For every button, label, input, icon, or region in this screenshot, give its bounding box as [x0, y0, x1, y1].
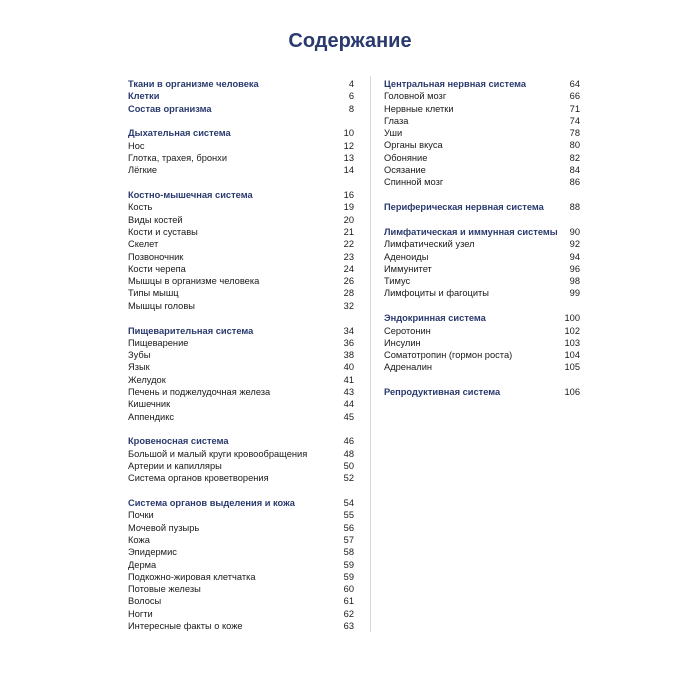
toc-page-number: 63 [343, 621, 354, 632]
toc-entry-label: Иммунитет [384, 263, 432, 274]
toc-page-number: 80 [569, 140, 580, 151]
toc-entry[interactable] [128, 411, 354, 423]
toc-page-number: 98 [569, 276, 580, 287]
toc-entry-label: Органы вкуса [384, 140, 443, 151]
toc-entry-label: Глаза [384, 115, 409, 126]
toc-entry[interactable] [384, 349, 580, 361]
toc-entry-label: Эндокринная система [384, 313, 486, 324]
toc-page-number: 62 [343, 608, 354, 619]
toc-section [384, 78, 580, 189]
toc-entry-label: Соматотропин (гормон роста) [384, 350, 513, 361]
toc-page-number: 23 [343, 251, 354, 262]
toc-section-heading[interactable] [128, 497, 354, 509]
toc-entry[interactable] [384, 115, 580, 127]
toc-page-number: 28 [343, 288, 354, 299]
toc-entry-label: Тимус [384, 276, 411, 287]
toc-entry-label: Лёгкие [128, 165, 158, 176]
toc-entry-label: Головной мозг [384, 91, 447, 102]
toc-entry-label: Обоняние [384, 152, 428, 163]
toc-entry-label: Центральная нервная система [384, 79, 527, 89]
toc-entry[interactable] [128, 374, 354, 386]
toc-entry[interactable] [128, 275, 354, 287]
page-title: Содержание [288, 30, 412, 52]
toc-page-number: 16 [343, 190, 354, 201]
toc-entry-label: Мышцы головы [128, 300, 195, 311]
toc-entry-label: Адреналин [384, 362, 433, 373]
toc-section [384, 386, 580, 398]
toc-entry[interactable] [384, 275, 580, 287]
toc-entry-label: Лимфоциты и фагоциты [384, 288, 489, 299]
toc-entry[interactable] [128, 583, 354, 595]
toc-page-number: 58 [343, 547, 354, 558]
toc-page-number: 82 [569, 152, 580, 163]
toc-entry-label: Пищеварение [128, 337, 189, 348]
toc-entry[interactable] [384, 164, 580, 176]
toc-section-heading[interactable] [384, 78, 580, 90]
column-divider [370, 76, 371, 632]
toc-page-number: 74 [569, 115, 580, 126]
toc-page-number: 21 [343, 226, 354, 237]
toc-page-number: 8 [348, 103, 354, 114]
toc-entry-label: Лимфатический узел [384, 239, 475, 250]
toc-entry-label: Кровеносная система [128, 436, 229, 447]
toc-entry[interactable] [384, 287, 580, 299]
toc-entry[interactable] [128, 251, 354, 263]
toc-entry-label: Глотка, трахея, бронхи [128, 152, 228, 163]
toc-section [128, 127, 354, 176]
toc-page-number: 66 [569, 91, 580, 102]
toc-left-column [128, 78, 354, 645]
toc-page-number: 56 [343, 522, 354, 533]
toc-entry[interactable] [128, 214, 354, 226]
toc-entry-label: Большой и малый круги кровообращения [128, 448, 308, 459]
toc-page-number: 48 [343, 448, 354, 459]
toc-entry-label: Кости и суставы [128, 226, 198, 237]
toc-entry[interactable] [384, 176, 580, 188]
toc-page-number: 44 [343, 399, 354, 410]
toc-entry[interactable] [128, 201, 354, 213]
toc-section-heading[interactable] [384, 312, 580, 324]
toc-page-number: 38 [343, 350, 354, 361]
toc-entry[interactable] [128, 546, 354, 558]
toc-entry[interactable] [128, 152, 354, 164]
toc-entry-label: Виды костей [128, 214, 183, 225]
toc-page-number: 24 [343, 263, 354, 274]
toc-entry-label: Клетки [128, 91, 160, 102]
toc-page-number: 104 [564, 350, 580, 361]
toc-page-number: 12 [343, 140, 354, 151]
toc-entry-label: Мышцы в организме человека [128, 276, 260, 287]
toc-entry[interactable] [384, 238, 580, 250]
toc-entry[interactable] [128, 595, 354, 607]
toc-section [128, 325, 354, 423]
toc-entry[interactable] [384, 263, 580, 275]
toc-page-number: 46 [343, 436, 354, 447]
toc-entry-label: Состав организма [128, 103, 212, 114]
toc-section [128, 189, 354, 312]
toc-entry[interactable] [128, 361, 354, 373]
toc-entry-label: Дыхательная система [128, 128, 231, 139]
toc-entry-label: Дерма [128, 559, 157, 570]
toc-entry-label: Желудок [128, 374, 166, 385]
toc-entry-label: Спинной мозг [384, 177, 444, 188]
toc-page-number: 106 [564, 387, 580, 398]
toc-page-number: 64 [569, 79, 580, 89]
toc-entry-label: Волосы [128, 596, 162, 607]
toc-entry-label: Кость [128, 202, 153, 213]
toc-entry-label: Язык [128, 362, 150, 373]
toc-page-number: 32 [343, 300, 354, 311]
toc-page-number: 71 [569, 103, 580, 114]
toc-entry[interactable] [128, 337, 354, 349]
toc-entry-label: Почки [128, 510, 154, 521]
toc-page-number: 34 [343, 325, 354, 336]
toc-entry[interactable] [128, 571, 354, 583]
toc-entry-label: Интересные факты о коже [128, 621, 243, 632]
toc-entry[interactable] [384, 103, 580, 115]
toc-page-number: 26 [343, 276, 354, 287]
toc-entry[interactable] [128, 263, 354, 275]
toc-entry-label: Система органов кроветворения [128, 473, 269, 484]
toc-page-number: 92 [569, 239, 580, 250]
toc-page-number: 43 [343, 387, 354, 398]
toc-page-number: 20 [343, 214, 354, 225]
toc-entry[interactable] [128, 386, 354, 398]
toc-page-number: 14 [343, 165, 354, 176]
toc-section-heading[interactable] [128, 189, 354, 201]
toc-section [384, 312, 580, 373]
toc-entry-label: Эпидермис [128, 547, 177, 558]
toc-entry-label: Аппендикс [128, 411, 175, 422]
toc-entry[interactable] [384, 337, 580, 349]
toc-section [128, 78, 354, 115]
toc-page-number: 57 [343, 535, 354, 545]
toc-entry[interactable] [128, 608, 354, 620]
toc-page-number: 61 [343, 596, 354, 607]
toc-section-heading[interactable] [128, 78, 354, 90]
toc-entry-label: Кожа [128, 535, 150, 545]
toc-section-heading[interactable] [384, 201, 580, 213]
toc-section-heading[interactable] [384, 386, 580, 398]
toc-page-number: 19 [343, 202, 354, 213]
toc-page-number: 90 [569, 226, 580, 237]
toc-entry[interactable] [128, 509, 354, 521]
toc-entry[interactable] [384, 361, 580, 373]
toc-page-number: 103 [564, 337, 580, 348]
toc-entry[interactable] [128, 300, 354, 312]
toc-entry-label: Печень и поджелудочная железа [128, 387, 271, 398]
toc-page-number: 84 [569, 165, 580, 176]
toc-entry[interactable] [384, 251, 580, 263]
toc-section [384, 201, 580, 213]
toc-section-heading[interactable] [128, 325, 354, 337]
toc-entry-label: Аденоиды [384, 251, 429, 262]
toc-entry-label: Нос [128, 140, 145, 151]
toc-page-number: 10 [343, 128, 354, 139]
toc-entry-label: Скелет [128, 239, 159, 250]
toc-section [128, 497, 354, 632]
toc-page-number: 96 [569, 263, 580, 274]
toc-page-number: 88 [569, 202, 580, 213]
toc-right-column [384, 78, 580, 411]
toc-entry-label: Ткани в организме человека [128, 79, 259, 89]
toc-page-number: 4 [348, 79, 354, 89]
toc-page-number: 105 [564, 362, 580, 373]
toc-entry-label: Подкожно-жировая клетчатка [128, 571, 256, 582]
toc-entry[interactable] [384, 152, 580, 164]
toc-entry[interactable] [128, 238, 354, 250]
toc-entry-label: Осязание [384, 165, 426, 176]
toc-entry-label: Уши [384, 128, 403, 139]
toc-entry[interactable] [128, 522, 354, 534]
toc-entry[interactable] [128, 398, 354, 410]
toc-entry[interactable] [128, 460, 354, 472]
toc-page-number: 22 [343, 239, 354, 250]
toc-entry[interactable] [128, 620, 354, 632]
toc-entry[interactable] [128, 140, 354, 152]
toc-page-number: 102 [564, 325, 580, 336]
toc-page-number: 40 [343, 362, 354, 373]
toc-page-number: 50 [343, 461, 354, 472]
toc-page-number: 100 [564, 313, 580, 324]
toc-entry-label: Пищеварительная система [128, 325, 254, 336]
toc-entry-label: Зубы [128, 350, 151, 361]
toc-page-number: 59 [343, 571, 354, 582]
toc-entry-label: Кишечник [128, 399, 171, 410]
toc-page-number: 78 [569, 128, 580, 139]
toc-page-number: 45 [343, 411, 354, 422]
toc-entry-label: Мочевой пузырь [128, 522, 200, 533]
toc-page-number: 94 [569, 251, 580, 262]
toc-entry-label: Лимфатическая и иммунная системы [384, 226, 558, 237]
toc-page-number: 86 [569, 177, 580, 188]
toc-entry-label: Костно-мышечная система [128, 190, 253, 201]
toc-entry-label: Ногти [128, 608, 153, 619]
toc-entry[interactable] [128, 472, 354, 484]
toc-entry-label: Репродуктивная система [384, 387, 501, 398]
toc-entry-label: Инсулин [384, 337, 421, 348]
toc-entry[interactable] [384, 139, 580, 151]
toc-entry[interactable] [128, 534, 354, 546]
toc-entry[interactable] [128, 448, 354, 460]
toc-entry-label: Позвоночник [128, 251, 184, 262]
toc-entry-label: Периферическая нервная система [384, 202, 544, 213]
toc-page-number: 6 [348, 91, 354, 102]
toc-page-number: 60 [343, 584, 354, 595]
toc-page-number: 13 [343, 152, 354, 163]
toc-page-number: 41 [343, 374, 354, 385]
toc-page-number: 55 [343, 510, 354, 521]
toc-section-heading[interactable] [128, 127, 354, 139]
toc-section [384, 226, 580, 300]
toc-section-heading[interactable] [128, 435, 354, 447]
toc-entry[interactable] [128, 226, 354, 238]
toc-page-number: 59 [343, 559, 354, 570]
toc-entry[interactable] [384, 325, 580, 337]
toc-entry-label: Типы мышц [128, 288, 179, 299]
toc-section-heading[interactable] [128, 103, 354, 115]
toc-page-number: 36 [343, 337, 354, 348]
toc-page-number: 52 [343, 473, 354, 484]
toc-entry[interactable] [128, 164, 354, 176]
toc-entry[interactable] [128, 349, 354, 361]
toc-entry[interactable] [128, 287, 354, 299]
toc-entry-label: Кости черепа [128, 263, 186, 274]
toc-entry-label: Потовые железы [128, 584, 201, 595]
toc-entry[interactable] [128, 559, 354, 571]
toc-section-heading[interactable] [128, 90, 354, 102]
toc-entry-label: Нервные клетки [384, 103, 454, 114]
toc-page-number: 99 [569, 288, 580, 299]
toc-page-number: 54 [343, 498, 354, 509]
toc-entry[interactable] [384, 127, 580, 139]
toc-entry-label: Система органов выделения и кожа [128, 498, 295, 509]
toc-entry-label: Артерии и капилляры [128, 461, 222, 472]
toc-entry[interactable] [384, 90, 580, 102]
toc-entry-label: Серотонин [384, 325, 431, 336]
toc-section-heading[interactable] [384, 226, 580, 238]
toc-section [128, 435, 354, 484]
